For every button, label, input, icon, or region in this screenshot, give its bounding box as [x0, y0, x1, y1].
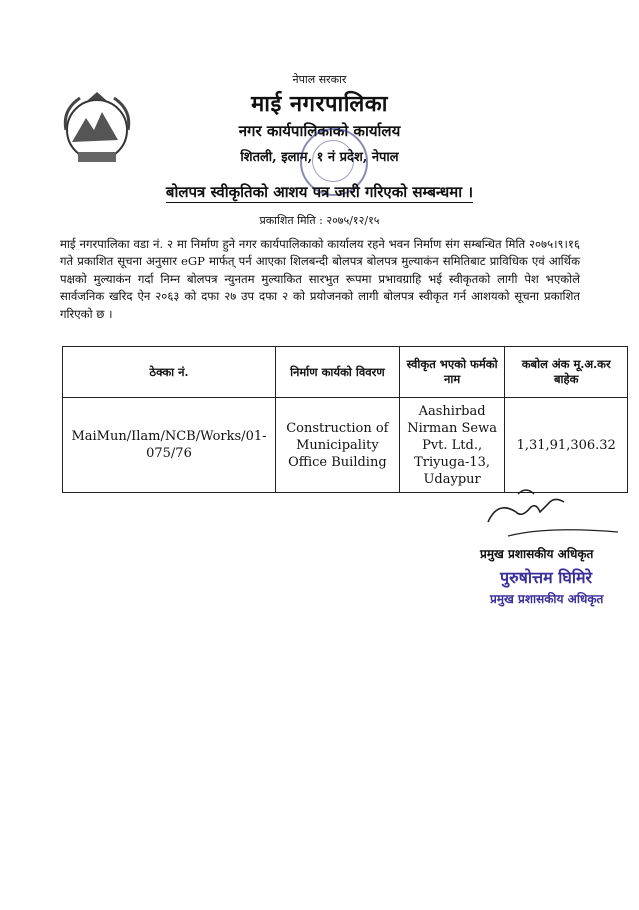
subject-text: बोलपत्र स्वीकृतिको आशय पत्र जारी गरिएको सम्बन्धमा ।	[165, 183, 474, 201]
cell-firm: Aashirbad Nirman Sewa Pvt. Ltd., Triyuga-13, Udaypur	[399, 398, 505, 493]
header-amount: कबोल अंक मू.अ.कर बाहेक	[505, 347, 628, 398]
header-firm: स्वीकृत भएको फर्मको नाम	[399, 347, 505, 398]
stamp-officer-title: प्रमुख प्रशासकीय अधिकृत	[490, 592, 604, 606]
handwritten-signature	[478, 482, 628, 542]
government-line: नेपाल सरकार	[292, 73, 347, 86]
notice-body: माई नगरपालिका वडा नं. २ मा निर्माण हुने नगर कार्यपालिकाको कार्यालय रहने भवन निर्माण संग सम्बन्धित मिति २०७५।९।१६ गते प्रकाशित सूचना अनुसार eGP मार्फत् पर्न आएका शिलबन्दी बोलपत्र बोलपत्र मुल्याकंन समितिबाट प्राविधिक एवं आर्थिक पक्षको मुल्याकंन गर्दा निम्न बोलपत्र न्युनतम मुल्याकित सारभुत रूपमा प्रभावग्राहि भई स्वीकृतको लागी पेश भएकोले सार्वजनिक खरिद ऐन २०६३ को दफा २७ उप दफा २ को प्रयोजनको लागी बोलपत्र स्वीकृत गर्न आशयको सूचना प्रकाशित गरिएको छ ।	[60, 237, 580, 321]
table-header-row	[63, 347, 628, 398]
office-address: शितली, इलाम, १ नं प्रदेश, नेपाल	[240, 150, 399, 165]
cell-description: Construction of Municipality Office Building	[275, 398, 399, 493]
subject-heading	[0, 182, 639, 202]
stamp-officer-name: पुरुषोत्तम घिमिरे	[500, 568, 593, 587]
header-description: निर्माण कार्यको विवरण	[275, 347, 399, 398]
office-name: नगर कार्यपालिकाको कार्यालय	[238, 122, 401, 140]
header-contract-no: ठेक्का नं.	[63, 347, 276, 398]
cell-amount: 1,31,91,306.32	[505, 398, 628, 493]
signatory-title: प्रमुख प्रशासकीय अधिकृत	[480, 547, 594, 561]
municipality-title: माई नगरपालिका	[251, 91, 388, 117]
published-date: प्रकाशित मिति : २०७५/१२/१५	[259, 214, 380, 227]
cell-contract-no: MaiMun/Ilam/NCB/Works/01-075/76	[63, 398, 276, 493]
table-row	[63, 398, 628, 493]
award-table	[62, 346, 628, 493]
